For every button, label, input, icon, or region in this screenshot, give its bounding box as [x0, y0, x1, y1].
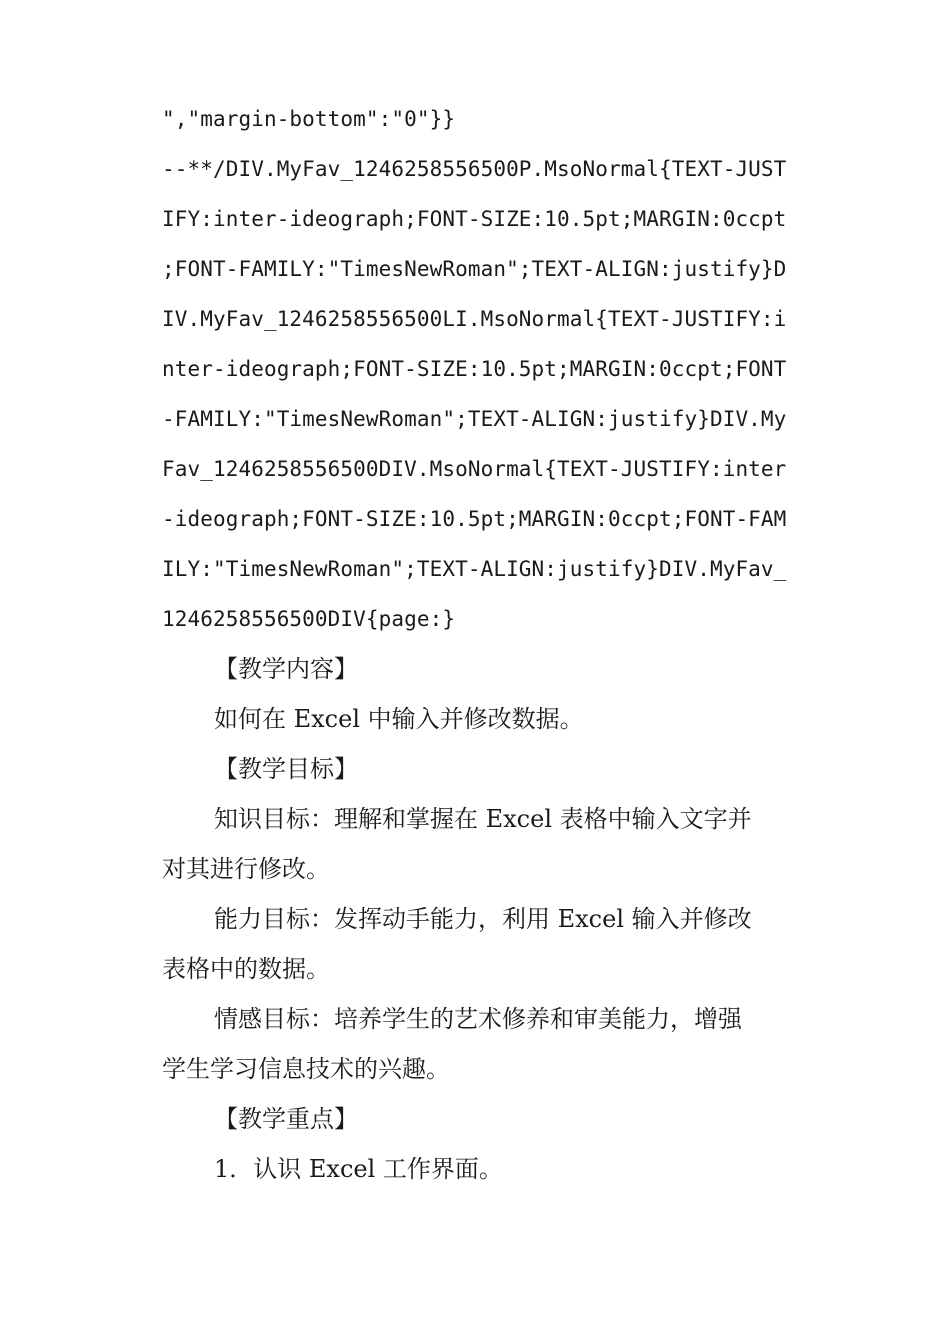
css-code-line: IV.MyFav_1246258556500LI.MsoNormal{TEXT-JUSTIFY:i — [162, 307, 787, 331]
css-code-line: ;FONT-FAMILY:"TimesNewRoman";TEXT-ALIGN:justify}D — [162, 257, 787, 281]
emotion-goal-line-1: 情感目标：培养学生的艺术修养和审美能力，增强 — [214, 1005, 742, 1033]
css-code-line: 1246258556500DIV{page:} — [162, 607, 456, 631]
teaching-content-text: 如何在 Excel 中输入并修改数据。 — [214, 705, 584, 733]
css-code-line: ","margin-bottom":"0"}} — [162, 107, 456, 131]
key-points-heading: 【教学重点】 — [214, 1105, 358, 1133]
css-code-line: --**/DIV.MyFav_1246258556500P.MsoNormal{TEXT-JUST — [162, 157, 787, 181]
ability-goal-line-1: 能力目标：发挥动手能力，利用 Excel 输入并修改 — [214, 905, 752, 933]
knowledge-goal-line-2: 对其进行修改。 — [162, 855, 330, 883]
document-page — [162, 94, 788, 1194]
css-code-line: nter-ideograph;FONT-SIZE:10.5pt;MARGIN:0ccpt;FONT — [162, 357, 787, 381]
css-code-line: -FAMILY:"TimesNewRoman";TEXT-ALIGN:justify}DIV.My — [162, 407, 787, 431]
css-code-line: ILY:"TimesNewRoman";TEXT-ALIGN:justify}DIV.MyFav_ — [162, 557, 787, 581]
teaching-content-heading: 【教学内容】 — [214, 655, 358, 683]
css-code-line: -ideograph;FONT-SIZE:10.5pt;MARGIN:0ccpt;FONT-FAM — [162, 507, 787, 531]
css-code-line: Fav_1246258556500DIV.MsoNormal{TEXT-JUSTIFY:inter — [162, 457, 787, 481]
knowledge-goal-line-1: 知识目标：理解和掌握在 Excel 表格中输入文字并 — [214, 805, 752, 833]
key-point-item-1: 1．认识 Excel 工作界面。 — [214, 1155, 503, 1183]
teaching-goals-heading: 【教学目标】 — [214, 755, 358, 783]
ability-goal-line-2: 表格中的数据。 — [162, 955, 330, 983]
emotion-goal-line-2: 学生学习信息技术的兴趣。 — [162, 1055, 450, 1083]
css-code-line: IFY:inter-ideograph;FONT-SIZE:10.5pt;MARGIN:0ccpt — [162, 207, 787, 231]
